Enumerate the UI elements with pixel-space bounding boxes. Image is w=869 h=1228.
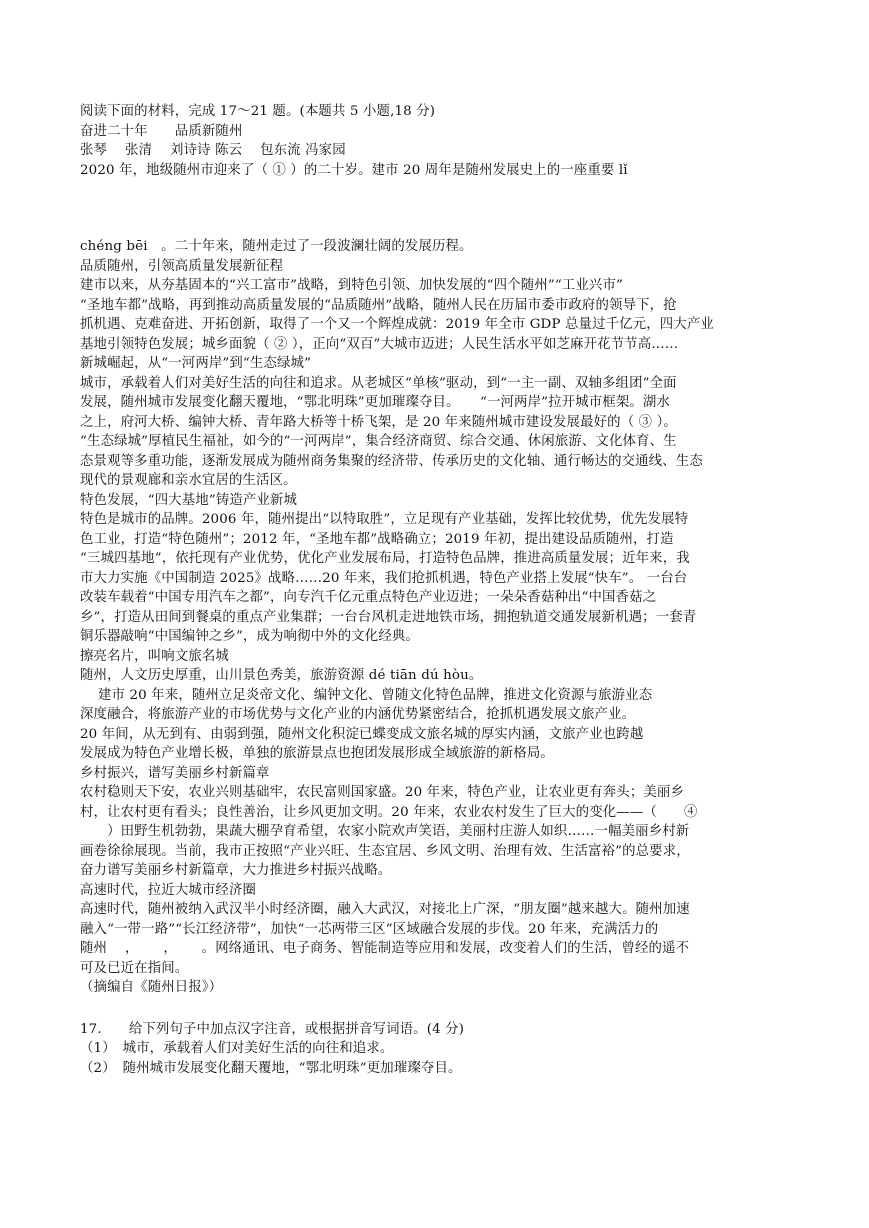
lines-b-line: 特色发展，“四大基地”铸造产业新城 — [80, 492, 298, 508]
lines-d-line: 可及已近在指间。 — [80, 960, 189, 976]
lines-b-line: 特色是城市的品牌。2006 年，随州提出“以特取胜”，立足现有产业基础，发挥比较优势，优先发展特 — [80, 512, 689, 527]
lines-b-line: 态景观等多重功能，逐渐发展成为随州商务集聚的经济带、传承历史的文化轴、通行畅达的交通线、生态 — [80, 453, 703, 469]
paragraph-block-a — [80, 161, 792, 181]
questions-line: 17. 给下列句子中加点汉字注音，或根据拼音写词语。(4 分) — [80, 1021, 465, 1037]
lines-d-line: 高速时代，随州被纳入武汉半小时经济圈，融入大武汉，对接北上广深，“朋友圈”越来越大。随州加速 — [80, 902, 690, 917]
question-block — [80, 1020, 792, 1079]
lines-d-line: 高速时代，拉近大城市经济圈 — [80, 882, 257, 898]
lines-b-line: 现代的景观廊和亲水宜居的生活区。 — [80, 473, 297, 488]
lines-d-line: 村，让农村更有看头；良性善治，让乡风更加文明。20 年来，农业农村发生了巨大的变化——（ ④ — [80, 804, 698, 820]
lines-b-line: “生态绿城”厚植民生福祉，如今的“一河两岸”，集合经济商贸、综合交通、休闲旅游、文化体育、生 — [80, 434, 677, 449]
lines-d-line: ）田野生机勃勃，果蔬大棚孕育希望，农家小院欢声笑语，美丽村庄游人如织……一幅美丽乡村新 — [80, 824, 690, 839]
blank-space — [80, 180, 792, 237]
lines-d-line: 画卷徐徐展现。当前，我市正按照“产业兴旺、生态宜居、乡风文明、治理有效、生活富裕”的总要求， — [80, 843, 690, 859]
lines-b-line: 色工业，打造“特色随州”；2012 年，“圣地车都”战略确立；2019 年初，提出建设品质随州，打造 — [80, 531, 674, 547]
lines-d-line: 乡村振兴，谱写美丽乡村新篇章 — [80, 765, 270, 781]
intro-line: 阅读下面的材料，完成 17～21 题。(本题共 5 小题,18 分) — [80, 104, 436, 119]
lines-b-line: 城市，承载着人们对美好生活的向往和追求。从老城区“单核”驱动，到“一主一副、双轴多组团”全面 — [80, 375, 677, 391]
paragraph-block-d — [80, 705, 792, 998]
lines-d-line: （摘编自《随州日报》） — [80, 980, 223, 995]
lines-b-line: 随州，人文历史厚重，山川景色秀美，旅游资源 dé tiān dú hòu。 — [80, 668, 483, 683]
lines-b-line: 基地引领特色发展；城乡面貌（ ② ），正向“双百”大城市迈进；人民生活水平如芝麻开花节节高…… — [80, 336, 679, 352]
lines-b-line: 品质随州，引领高质量发展新征程 — [80, 258, 284, 274]
lines-b-line: 抓机遇、克难奋进、开拓创新，取得了一个又一个辉煌成就：2019 年全市 GDP 总量过千亿元，四大产业 — [80, 317, 714, 332]
lines-b-line: 之上，府河大桥、编钟大桥、青年路大桥等十桥飞架，是 20 年来随州城市建设发展最好的（ ③ ）。 — [80, 414, 677, 430]
lines-d-line: 20 年间，从无到有、由弱到强，随州文化积淀已蝶变成文旅名城的厚实内涵，文旅产业也跨越 — [80, 726, 644, 742]
lines-b-line: 建市以来，从夯基固本的“兴工富市”战略，到特色引领、加快发展的“四个随州”“工业兴市” — [80, 278, 623, 293]
lines-d-line: 随州 ， ， 。网络通讯、电子商务、智能制造等应用和发展，改变着人们的生活，曾经的遥不 — [80, 941, 690, 956]
questions-line: （2） 随州城市发展变化翻天覆地，“鄂北明珠”更加璀璨夺目。 — [80, 1060, 462, 1076]
document-page — [80, 102, 792, 1078]
lines-d-line: 发展成为特色产业增长极，单独的旅游景点也抱团发展形成全域旅游的新格局。 — [80, 746, 554, 761]
lines-d-line: 奋力谱写美丽乡村新篇章，大力推进乡村振兴战略。 — [80, 863, 392, 878]
questions-line: （1） 城市，承载着人们对美好生活的向往和追求。 — [80, 1041, 394, 1056]
lines-b-line: 乡”，打造从田间到餐桌的重点产业集群；一台台风机走进地铁市场，拥抱轨道交通发展新机遇；一套青 — [80, 609, 697, 625]
lines-b-line: 改装车载着“中国专用汽车之都”，向专汽千亿元重点特色产业迈进；一朵朵香菇种出“中国香菇之 — [80, 590, 657, 605]
lines-b-line: 发展，随州城市发展变化翻天覆地，“鄂北明珠”更加璀璨夺目。 “一河两岸”拉开城市框架。湖水 — [80, 395, 670, 410]
authors-line: 张琴 张清 刘诗诗 陈云 包东流 冯家园 — [80, 143, 346, 158]
paragraph-block-b — [80, 237, 792, 686]
blank-space-2 — [80, 998, 792, 1020]
paragraph-block-c — [80, 686, 792, 706]
lines-d-line: 深度融合，将旅游产业的市场优势与文化产业的内涵优势紧密结合，抢抓机遇发展文旅产业。 — [80, 707, 636, 722]
lines-b-line: “圣地车都”战略，再到推动高质量发展的“品质随州”战略，随州人民在历届市委市政府的领导下，抢 — [80, 297, 677, 313]
lines-b-line: chéng bēi 。二十年来，随州走过了一段波澜壮阔的发展历程。 — [80, 239, 473, 254]
lines-b-line: 市大力实施《中国制造 2025》战略……20 年来，我们抢抓机遇，特色产业搭上发展“快车”。 一台台 — [80, 570, 688, 586]
lines-b-line: 擦亮名片，叫响文旅名城 — [80, 648, 229, 664]
lines-d-line: 农村稳则天下安，农业兴则基础牢，农民富则国家盛。20 年来，特色产业，让农业更有奔头；美丽乡 — [80, 785, 684, 800]
article-title: 奋进二十年 品质新随州 — [80, 123, 243, 139]
lines-a-line: 2020 年，地级随州市迎来了（ ① ）的二十岁。建市 20 周年是随州发展史上的一座重要 lǐ — [80, 162, 628, 178]
lines-b-line: 新城崛起，从“一河两岸”到“生态绿城” — [80, 356, 312, 371]
lines-b-line: 铜乐器敲响“中国编钟之乡”，成为响彻中外的文化经典。 — [80, 629, 419, 644]
lines-d-line: 融入“一带一路”“长江经济带”，加快“一芯两带三区”区域融合发展的步伐。20 年来，充满活力的 — [80, 921, 659, 937]
lines-c-indent-line: 建市 20 年来，随州立足炎帝文化、编钟文化、曾随文化特色品牌，推进文化资源与旅游业态 — [98, 687, 653, 703]
lines-b-line: “三城四基地”，依托现有产业优势，优化产业发展布局，打造特色品牌，推进高质量发展；近年来，我 — [80, 551, 690, 566]
